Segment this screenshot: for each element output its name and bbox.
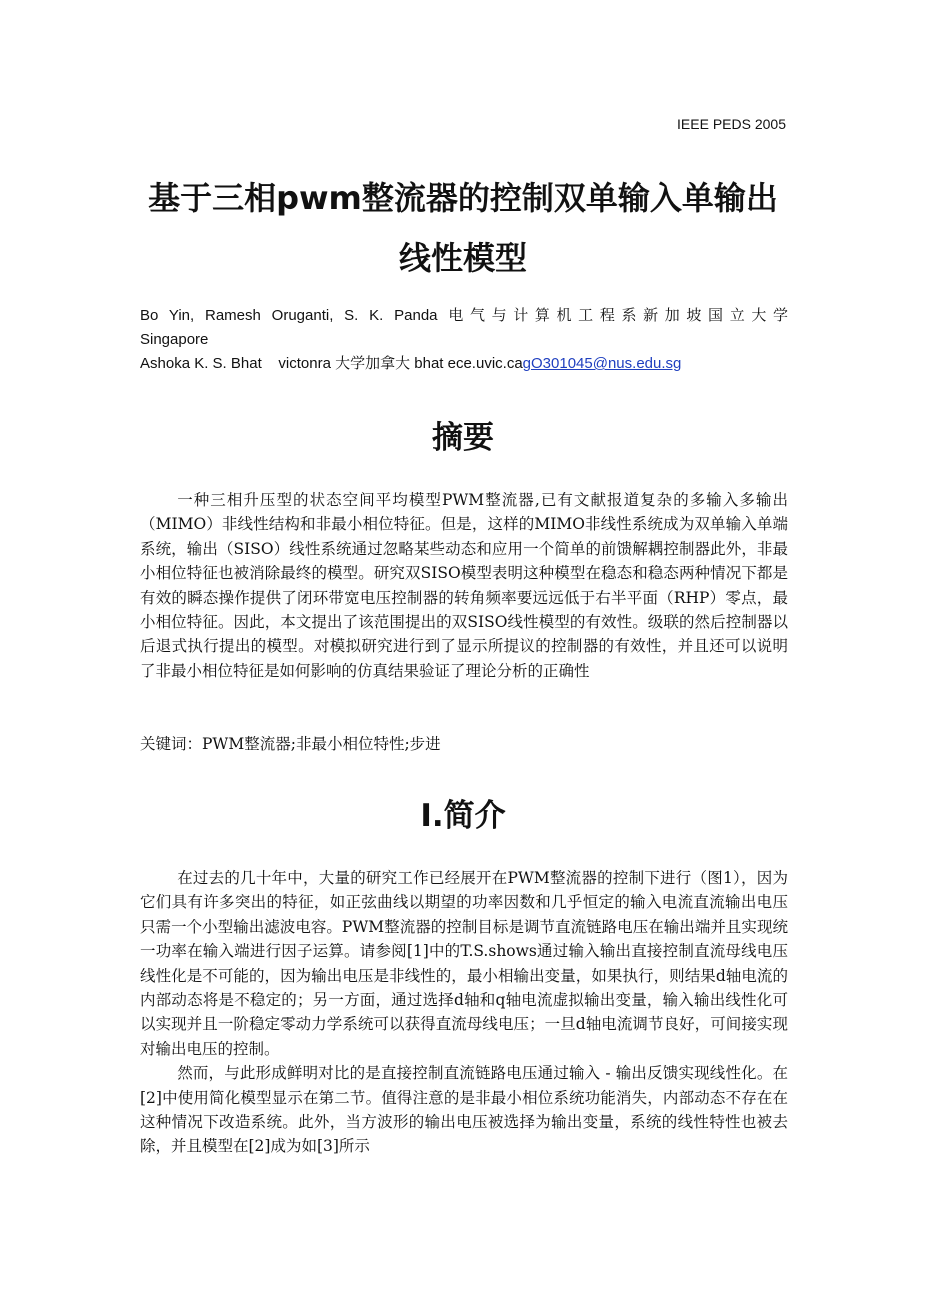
introduction-paragraph-1: 在过去的几十年中，大量的研究工作已经展开在PWM整流器的控制下进行（图1），因为它们具有许多突出的特征，如正弦曲线以期望的功率因数和几乎恒定的输入电流直流输出电压只需一个小型输出滤波电容。PWM整流器的控制目标是调节直流链路电压在输出端并且实现统一功率在输入端进行因子运算。请参阅[1]中的T.S.shows通过输入输出直接控制直流母线电压线性化是不可能的，因为输出电压是非线性的，最小相输出变量，如果执行，则结果d轴电流的内部动态将是不稳定的；另一方面，通过选择d轴和q轴电流虚拟输出变量，输入输出线性化可以实现并且一阶稳定零动力学系统可以获得直流母线电压；一旦d轴电流调节良好，可间接实现对输出电压的控制。 xyxy=(140,869,788,1058)
introduction-heading: I.简介 xyxy=(420,798,506,834)
author-line-2: Singapore xyxy=(140,331,209,348)
venue-label: IEEE PEDS 2005 xyxy=(677,116,786,132)
author-email-link[interactable]: gO301045@nus.edu.sg xyxy=(522,355,682,372)
abstract-body xyxy=(140,488,788,683)
author-line-3 xyxy=(140,352,788,376)
abstract-paragraph: 一种三相升压型的状态空间平均模型PWM整流器,已有文献报道复杂的多输入多输出（MIMO）非线性结构和非最小相位特征。但是，这样的MIMO非线性系统成为双单输入单端系统，输出（SISO）线性系统通过忽略某些动态和应用一个简单的前馈解耦控制器此外，非最小相位特征也被消除最终的模型。研究双SISO模型表明这种模型在稳态和稳态两种情况下都是有效的瞬态操作提供了闭环带宽电压控制器的转角频率要远远低于右半平面（RHP）零点，最小相位特征。因此，本文提出了该范围提出的双SISO线性模型的有效性。级联的然后控制器以后退式执行提出的模型。对模拟研究进行到了显示所提议的控制器的有效性，并且还可以说明了非最小相位特征是如何影响的仿真结果验证了理论分析的正确性 xyxy=(140,491,788,680)
author-block xyxy=(140,304,788,376)
paper-title: 基于三相pwm整流器的控制双单输入单输出线性模型 xyxy=(148,179,778,277)
introduction-body xyxy=(140,866,788,1159)
abstract-heading: 摘要 xyxy=(432,420,494,456)
introduction-paragraph-2: 然而，与此形成鲜明对比的是直接控制直流链路电压通过输入 - 输出反馈实现线性化。在[2]中使用简化模型显示在第二节。值得注意的是非最小相位系统功能消失，内部动态不存在在这种情况下改造系统。此外，当方波形的输出电压被选择为输出变量，系统的线性特性也被去除，并且模型在[2]成为如[3]所示 xyxy=(140,1064,788,1156)
author-line-1: Bo Yin, Ramesh Oruganti, S. K. Panda 电气与计算机工程系新加坡国立大学 xyxy=(140,307,788,324)
keywords-line: 关键词：PWM整流器;非最小相位特性;步进 xyxy=(140,735,441,753)
author-line-3-text: Ashoka K. S. Bhat victonra 大学加拿大 bhat ece.uvic.ca xyxy=(140,355,523,372)
